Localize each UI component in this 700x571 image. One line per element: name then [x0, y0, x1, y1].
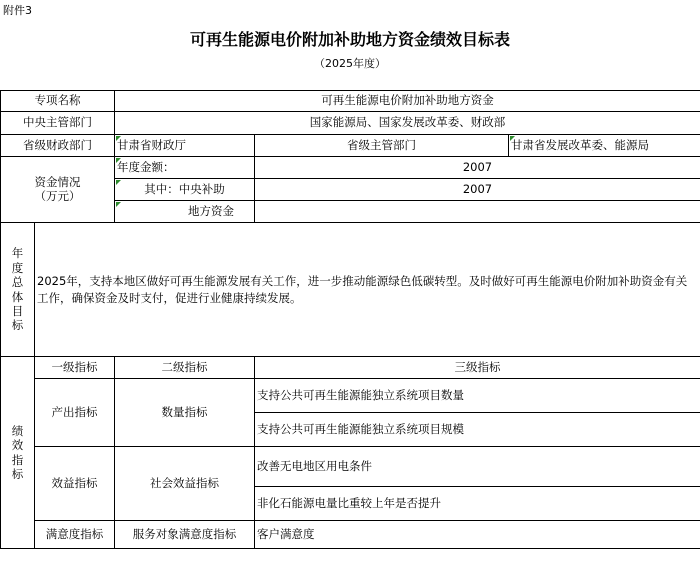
level3-indicator: 改善无电地区用电条件 — [255, 447, 700, 487]
annual-amount-label: 年度金额： — [115, 157, 255, 179]
page-subtitle: （2025年度） — [314, 57, 386, 70]
annual-goal-label: 年度总体目标 — [1, 223, 35, 357]
level3-indicator: 非化石能源电量比重较上年是否提升 — [255, 487, 700, 521]
performance-target-table — [0, 90, 700, 549]
header-level3: 三级指标 — [255, 357, 700, 379]
local-funds-label: 地方资金 — [115, 201, 255, 223]
level1-indicator: 效益指标 — [35, 447, 115, 521]
funds-label: 资金情况 （万元） — [1, 157, 115, 223]
indicators-label: 绩效指标 — [1, 357, 35, 549]
local-funds-value — [255, 201, 700, 223]
project-name-value: 可再生能源电价附加补助地方资金 — [115, 91, 700, 112]
level2-indicator: 数量指标 — [115, 379, 255, 447]
header-level2: 二级指标 — [115, 357, 255, 379]
central-subsidy-label: 其中：中央补助 — [115, 179, 255, 201]
central-dept-label: 中央主管部门 — [1, 112, 115, 135]
page-title: 可再生能源电价附加补助地方资金绩效目标表 — [189, 30, 510, 49]
indicator-row — [1, 521, 700, 549]
level1-indicator: 满意度指标 — [35, 521, 115, 549]
header-level1: 一级指标 — [35, 357, 115, 379]
attachment-label: 附件3 — [3, 4, 32, 17]
prov-dept-value: 甘肃省发展改革委、能源局 — [509, 135, 700, 157]
annual-goal-cell — [35, 223, 700, 357]
project-name-label: 专项名称 — [1, 91, 115, 112]
level3-indicator: 支持公共可再生能源能独立系统项目数量 — [255, 379, 700, 413]
indicator-row — [1, 379, 700, 413]
level2-indicator: 社会效益指标 — [115, 447, 255, 521]
level1-indicator: 产出指标 — [35, 379, 115, 447]
level2-indicator: 服务对象满意度指标 — [115, 521, 255, 549]
level3-indicator: 客户满意度 — [255, 521, 700, 549]
prov-finance-value: 甘肃省财政厅 — [115, 135, 255, 157]
prov-dept-label: 省级主管部门 — [255, 135, 509, 157]
annual-amount-value: 2007 — [255, 157, 700, 179]
indicator-row — [1, 447, 700, 487]
annual-goal-text: 2025年，支持本地区做好可再生能源发展有关工作，进一步推动能源绿色低碳转型。及时做好可再生能源电价附加补助资金有关工作，确保资金及时支付，促进行业健康持续发展。 — [37, 273, 688, 305]
central-subsidy-value: 2007 — [255, 179, 700, 201]
prov-finance-label: 省级财政部门 — [1, 135, 115, 157]
central-dept-value: 国家能源局、国家发展改革委、财政部 — [115, 112, 700, 135]
level3-indicator: 支持公共可再生能源能独立系统项目规模 — [255, 413, 700, 447]
